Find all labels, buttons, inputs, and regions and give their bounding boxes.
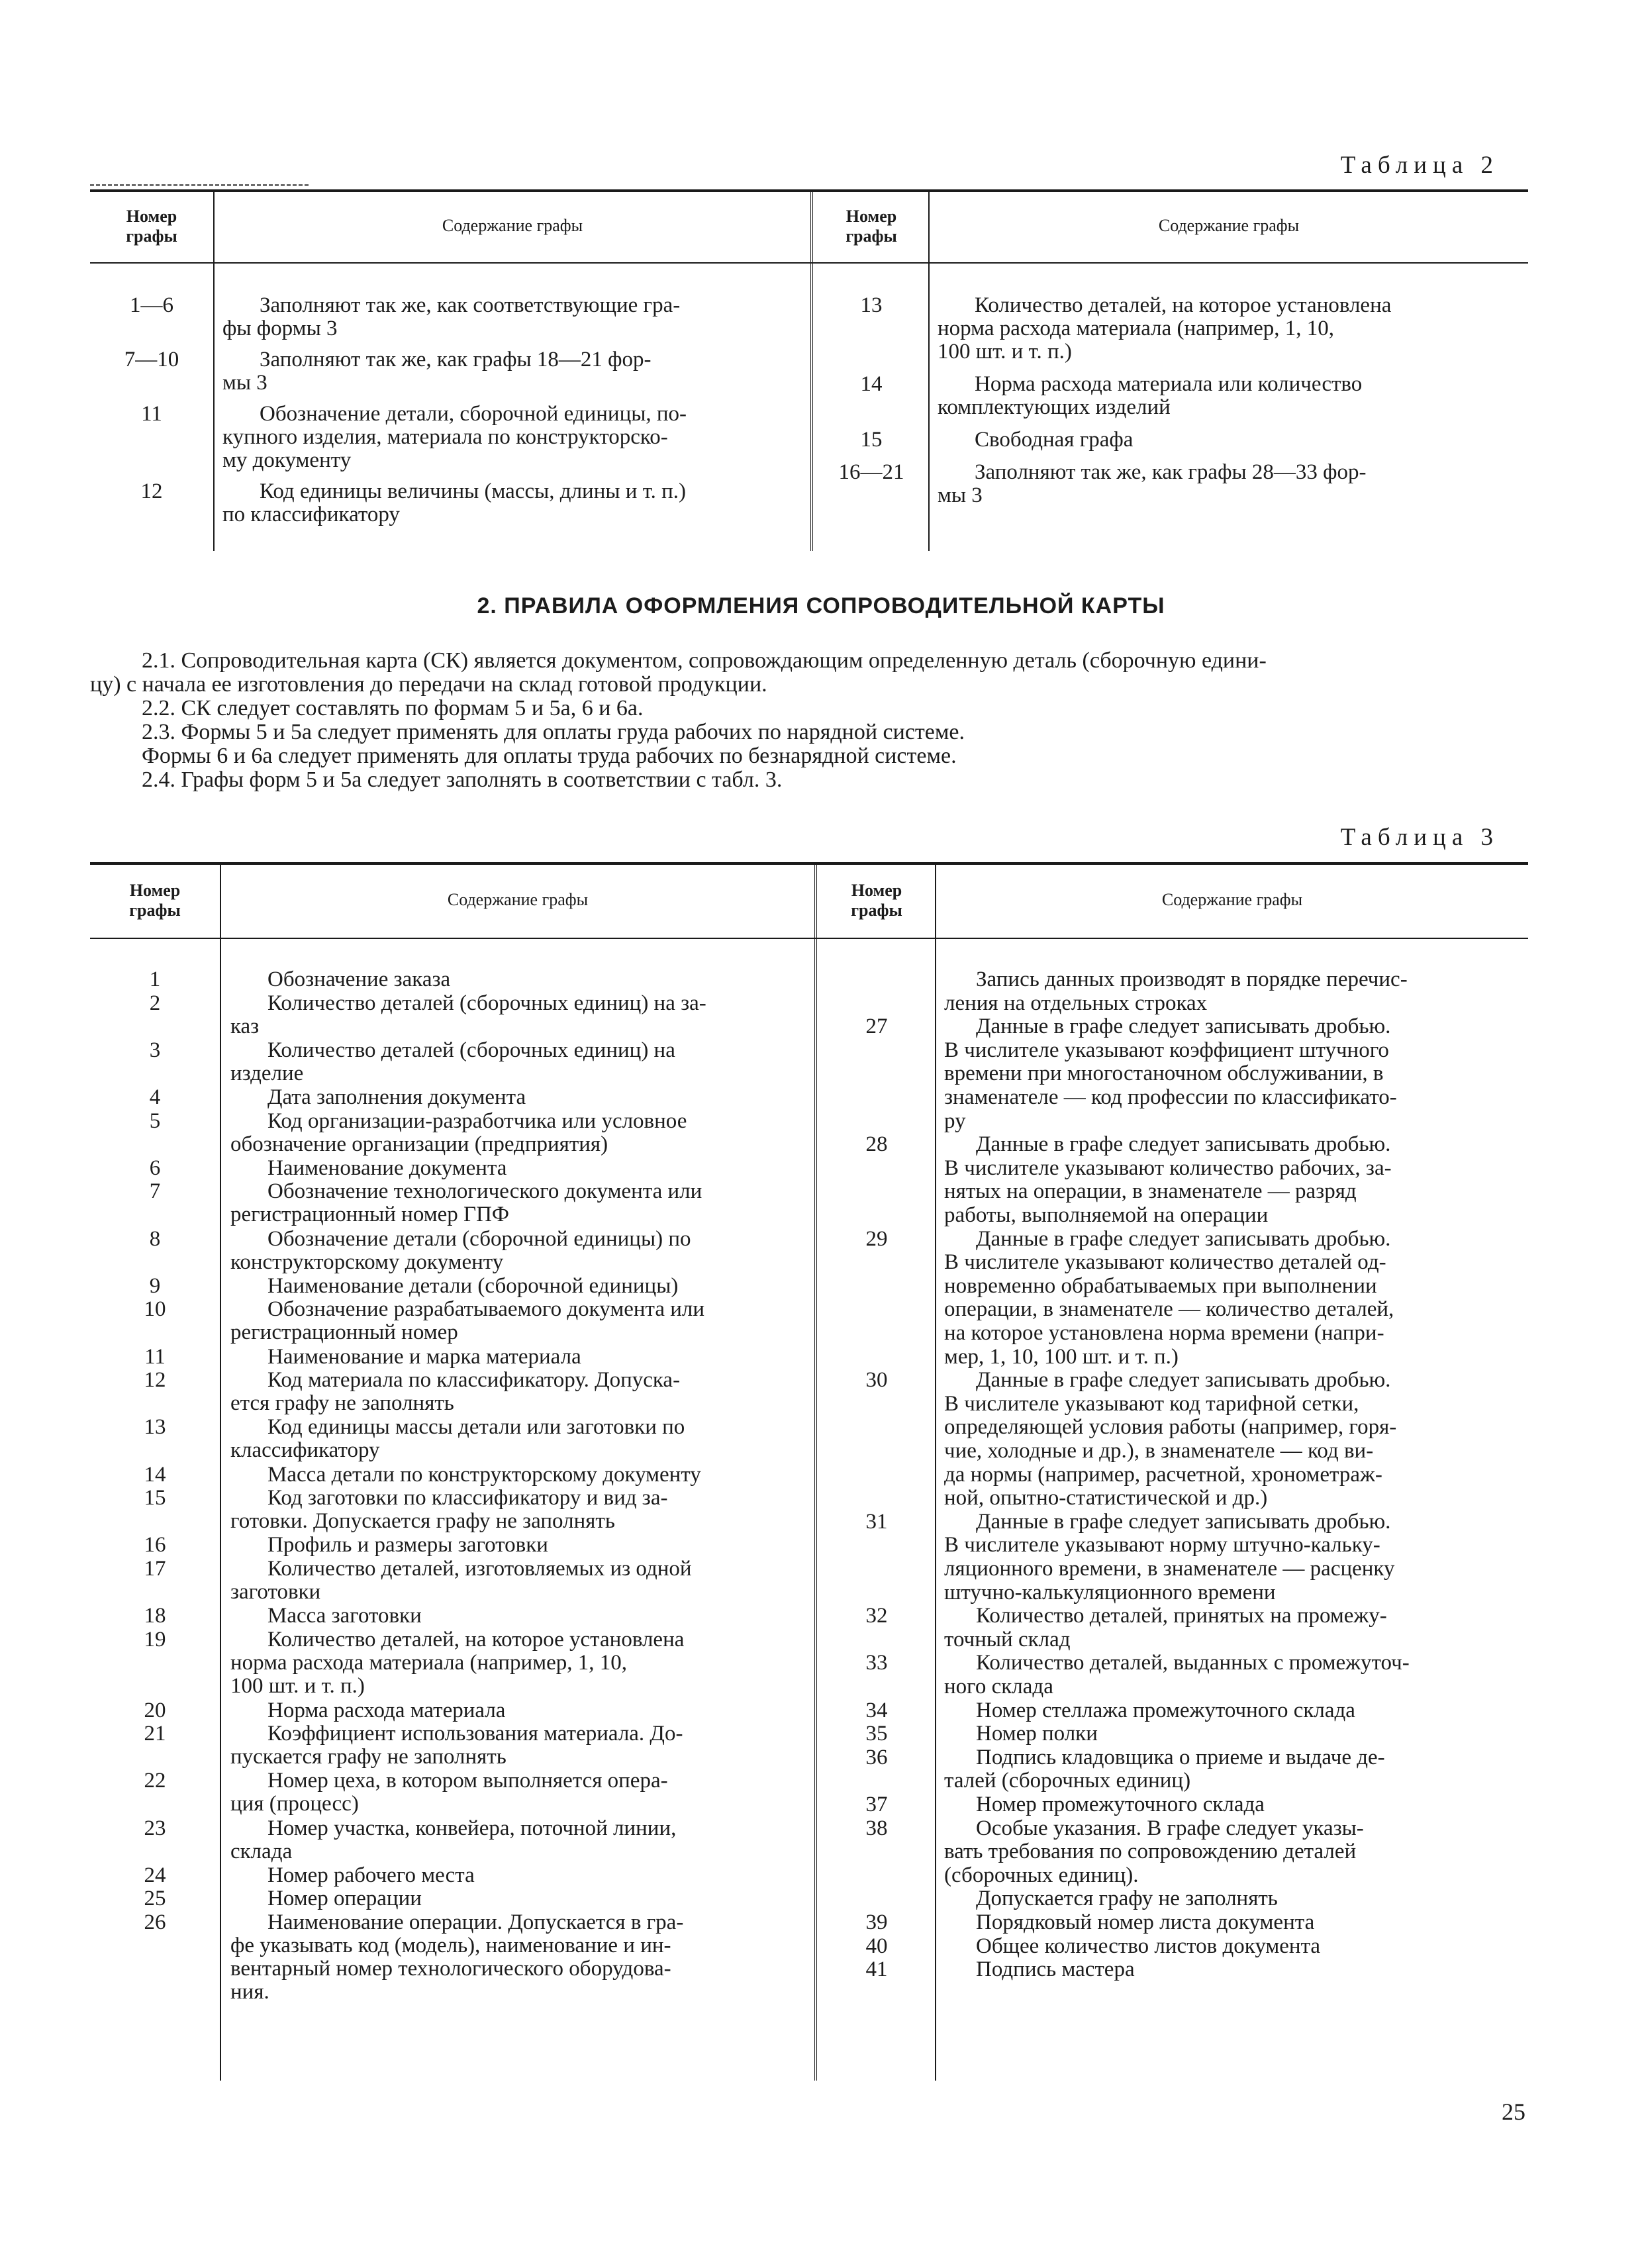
- table2-right-row-content: [938, 428, 1527, 452]
- table3-left-row-number: 1: [149, 967, 161, 991]
- table3-left-row-line: изделие: [230, 1061, 304, 1085]
- table3-right-row-line: штучно-калькуляционного времени: [944, 1581, 1276, 1604]
- table3-right-row-line: Подпись кладовщика о приеме и выдаче де-: [976, 1746, 1385, 1769]
- table3-left-row-line: Обозначение технологического документа или: [267, 1180, 702, 1204]
- table3-left-row-content: [230, 1722, 808, 1769]
- scan-artifact: [90, 184, 309, 186]
- table3-header-num-left: Номер графы: [129, 881, 181, 920]
- table3-right-row-line: Данные в графе следует записывать дробью.: [976, 1015, 1391, 1039]
- table3-right-row-number: 31: [865, 1509, 888, 1534]
- table2-left-row-number: 11: [141, 402, 162, 426]
- table3-left-row-line: каз: [230, 1014, 260, 1038]
- table3-left-row-line: Номер участка, конвейера, поточной линии,: [267, 1816, 677, 1840]
- table3-left-row-number: 7: [149, 1179, 161, 1204]
- table3-col-divider: [935, 863, 936, 2081]
- table3-left-row-line: Дата заполнения документа: [267, 1086, 526, 1109]
- section-paragraph-line: 2.3. Формы 5 и 5а следует применять для оплаты груда рабочих по нарядной системе.: [142, 720, 965, 744]
- table3-left-row-content: [230, 1769, 808, 1816]
- table2-left-row-number: 12: [140, 479, 163, 503]
- table3-right-row-number: 32: [865, 1604, 888, 1628]
- table3-left-row-number: 19: [144, 1627, 166, 1652]
- table3-right-row-line: операции, в знаменателе — количество деталей,: [944, 1298, 1394, 1322]
- table3-left-row-line: Обозначение заказа: [267, 968, 451, 991]
- section-paragraph-line: цу) с начала ее изготовления до передачи на склад готовой продукции.: [90, 672, 767, 697]
- table3-right-row-line: В числителе указывают количество деталей од-: [944, 1251, 1386, 1275]
- table3-left-row-line: регистрационный номер: [230, 1321, 458, 1345]
- table2-left-row-line: фы формы 3: [222, 317, 338, 340]
- table3-right-row-line: ного склада: [944, 1675, 1053, 1699]
- table3-right-row-number: 28: [865, 1132, 888, 1157]
- table3-right-row-line: чие, холодные и др.), в знаменателе — код ви-: [944, 1440, 1374, 1463]
- table3-left-row-content: [230, 1534, 808, 1557]
- table3-left-row-line: Обозначение разрабатываемого документа или: [267, 1298, 705, 1322]
- table2-left-row-line: по классификатору: [222, 503, 400, 526]
- table3-left-row-content: [230, 1416, 808, 1462]
- table2-right-row-line: Количество деталей, на которое установлена: [975, 294, 1392, 317]
- table3-left-row-line: Код единицы массы детали или заготовки по: [267, 1416, 685, 1440]
- table3-right-row-line: Количество деталей, принятых на промежу-: [976, 1604, 1387, 1628]
- table2-right-row-line: 100 шт. и т. п.): [938, 340, 1072, 364]
- table3-left-row-line: Наименование и марка материала: [267, 1345, 581, 1369]
- table2-right-row-number: 13: [860, 293, 883, 317]
- table3-left-row-content: [230, 1346, 808, 1369]
- table3-left-row-line: ция (процесс): [230, 1793, 359, 1816]
- table3-mid-divider: [814, 863, 820, 2081]
- table3-right-row-line: времени при многостаночном обслуживании, в: [944, 1062, 1384, 1086]
- table3-right-row-number: 39: [865, 1910, 888, 1934]
- page-number: 25: [1502, 2098, 1525, 2125]
- table3-right-row-line: ной, опытно-статистической и др.): [944, 1487, 1268, 1510]
- table3-right-row-line: Порядковый номер листа документа: [976, 1911, 1315, 1934]
- table2-left-row-line: мы 3: [222, 371, 267, 395]
- table3-left-row-content: [230, 1228, 808, 1274]
- table3-right-row-line: В числителе указывают код тарифной сетки,: [944, 1392, 1359, 1416]
- table3-left-row-content: [230, 1887, 808, 1910]
- table3-left-row-number: 20: [144, 1698, 166, 1722]
- table3-left-row-line: обозначение организации (предприятия): [230, 1132, 608, 1156]
- table3-right-row-line: талей (сборочных единиц): [944, 1769, 1191, 1793]
- table3-left-row-content: [230, 992, 808, 1038]
- table3-right-row-line: Общее количество листов документа: [976, 1934, 1321, 1958]
- table3-left-row-line: Норма расхода материала: [267, 1699, 506, 1722]
- table3-right-row-line: новременно обрабатываемых при выполнении: [944, 1274, 1377, 1298]
- table3-left-row-line: Наименование детали (сборочной единицы): [267, 1274, 679, 1298]
- table3-left-row-content: [230, 1487, 808, 1533]
- table3-left-row-content: [230, 1180, 808, 1226]
- table3-right-row-number: 34: [865, 1698, 888, 1722]
- table3-right-row-line: Номер стеллажа промежуточного склада: [976, 1699, 1355, 1722]
- table3-left-row-content: [230, 1699, 808, 1722]
- table3-left-row-line: регистрационный номер ГПФ: [230, 1203, 509, 1227]
- table2-col-divider: [213, 191, 215, 551]
- table3-left-row-content: [230, 1086, 808, 1109]
- table3-right-row-line: Номер промежуточного склада: [976, 1793, 1265, 1816]
- table3-right-row-number: 27: [865, 1014, 888, 1039]
- table3-left-row-content: [230, 1298, 808, 1344]
- table3-right-row-line: Количество деталей, выданных с промежуточ-: [976, 1652, 1410, 1675]
- table3-left-row-content: [230, 1039, 808, 1085]
- table3-left-row-line: готовки. Допускается графу не заполнять: [230, 1510, 615, 1534]
- table3-left-row-content: [230, 1604, 808, 1628]
- table3-left-row-line: Количество деталей, изготовляемых из одной: [267, 1557, 692, 1581]
- table3-left-row-number: 22: [144, 1769, 166, 1793]
- table2-right-row-number: 16—21: [838, 460, 904, 484]
- table3-right-row-line: Подпись мастера: [976, 1958, 1135, 1982]
- table3-right-row-number: 37: [865, 1793, 888, 1816]
- table3-right-row-line: Запись данных производят в порядке перечис-: [976, 968, 1408, 991]
- table3-left-row-line: норма расхода материала (например, 1, 10,: [230, 1651, 627, 1675]
- table2-right-row-content: [938, 461, 1527, 507]
- table3-left-row-line: пускается графу не заполнять: [230, 1746, 507, 1769]
- table3-header-num-right: Номер графы: [851, 881, 902, 920]
- table2-right-row-number: 14: [860, 372, 883, 396]
- table3-right-row-number: 40: [865, 1934, 888, 1958]
- table3-right-row-line: В числителе указывают количество рабочих, за-: [944, 1156, 1392, 1180]
- table3-right-row-line: Данные в графе следует записывать дробью.: [976, 1510, 1391, 1534]
- table2-left-row-line: Заполняют так же, как соответствующие гра-: [260, 294, 681, 317]
- table3-left-row-number: 25: [144, 1887, 166, 1911]
- table3-left-row-line: Количество деталей (сборочных единиц) на за-: [267, 991, 706, 1015]
- section-paragraph-line: Формы 6 и 6а следует применять для оплаты труда рабочих по безнарядной системе.: [142, 744, 957, 768]
- table3-left-row-number: 24: [144, 1863, 166, 1887]
- table2-left-row-number: 7—10: [124, 348, 179, 371]
- table3-left-row-content: [230, 1864, 808, 1887]
- table2-left-row-content: [222, 480, 805, 526]
- table3-top-rule: [90, 862, 1528, 865]
- section-title: 2. ПРАВИЛА ОФОРМЛЕНИЯ СОПРОВОДИТЕЛЬНОЙ КАРТЫ: [477, 593, 1165, 618]
- table3-left-row-number: 9: [149, 1273, 161, 1298]
- table2: [90, 189, 1528, 551]
- table3-left-row-line: вентарный номер технологического оборудова-: [230, 1957, 671, 1981]
- table2-right-row-content: [938, 294, 1527, 364]
- table2-left-row-content: [222, 348, 805, 395]
- table3-right-row-line: ления на отдельных строках: [944, 991, 1208, 1015]
- table3-left-row-number: 8: [149, 1226, 161, 1251]
- table3-left-row-line: конструкторскому документу: [230, 1250, 504, 1274]
- table3-left-row-line: Обозначение детали (сборочной единицы) по: [267, 1227, 691, 1251]
- table3-right-row-number: 35: [865, 1722, 888, 1746]
- table3-left-row-number: 11: [144, 1344, 166, 1369]
- table3-right-row-line: ру: [944, 1109, 966, 1133]
- section-paragraph-line: 2.2. СК следует составлять по формам 5 и 5а, 6 и 6а.: [142, 696, 644, 720]
- table3-left-row-line: Код материала по классификатору. Допуска-: [267, 1369, 681, 1393]
- table3-left-row-number: 18: [144, 1604, 166, 1628]
- section-body: [90, 649, 1533, 792]
- table3-right-row-number: 41: [865, 1957, 888, 1982]
- table3-left-row-line: Код организации-разработчика или условное: [267, 1109, 687, 1133]
- table3-right-row-number: 33: [865, 1651, 888, 1675]
- table3-left-row-number: 4: [149, 1085, 161, 1109]
- table3-left-row-line: Номер рабочего места: [267, 1863, 475, 1887]
- table3-right-row-number: 29: [865, 1226, 888, 1251]
- table2-header-num-right: Номер графы: [845, 207, 897, 246]
- table3-left-row-number: 14: [144, 1462, 166, 1487]
- table3-left-row-number: 6: [149, 1156, 161, 1180]
- table3-left-row-content: [230, 1275, 808, 1298]
- table2-header-rule: [90, 262, 1528, 264]
- table3-col-divider: [220, 863, 221, 2081]
- table3-right-row-line: мер, 1, 10, 100 шт. и т. п.): [944, 1345, 1179, 1369]
- table3-left-row-number: 17: [144, 1557, 166, 1581]
- table2-left-row-number: 1—6: [130, 293, 173, 317]
- table3-right-row-line: работы, выполняемой на операции: [944, 1204, 1269, 1227]
- table3-left-row-line: Масса заготовки: [267, 1604, 422, 1628]
- table3-left-row-number: 12: [144, 1368, 166, 1393]
- table3-right-row-line: В числителе указывают коэффициент штучного: [944, 1038, 1389, 1062]
- table3-left-row-number: 5: [149, 1109, 161, 1133]
- table2-caption: Таблица 2: [1340, 152, 1499, 179]
- table3-left-row-line: Наименование операции. Допускается в гра-: [267, 1911, 684, 1934]
- table2-right-row-line: норма расхода материала (например, 1, 10,: [938, 317, 1334, 340]
- table2-left-row-content: [222, 294, 805, 340]
- table3-right-row-line: да нормы (например, расчетной, хронометраж-: [944, 1463, 1382, 1487]
- table3-left-row-line: Наименование документа: [267, 1156, 507, 1180]
- table3-left-row-content: [230, 1369, 808, 1415]
- table3-right-row-line: на которое установлена норма времени (напри-: [944, 1322, 1384, 1345]
- table2-col-divider: [928, 191, 930, 551]
- table3-left-row-line: Номер операции: [267, 1887, 422, 1911]
- table2-top-rule: [90, 189, 1528, 192]
- table3-left-row-number: 3: [149, 1038, 161, 1062]
- table2-right-row-line: Заполняют так же, как графы 28—33 фор-: [975, 461, 1367, 484]
- table3-left-row-line: 100 шт. и т. п.): [230, 1674, 365, 1698]
- table3-left-row-line: Количество деталей (сборочных единиц) на: [267, 1038, 675, 1062]
- table2-header-content-right: Содержание графы: [1158, 216, 1300, 235]
- table3-left-row-line: ния.: [230, 1981, 269, 2004]
- table3-left-row-line: Масса детали по конструкторскому документу: [267, 1463, 701, 1487]
- table3-right-row-line: Данные в графе следует записывать дробью.: [976, 1369, 1391, 1393]
- table3-header-rule: [90, 938, 1528, 939]
- table3-left-row-line: Количество деталей, на которое установлена: [267, 1628, 685, 1652]
- table3-left-row-content: [230, 1157, 808, 1180]
- table3-left-row-number: 15: [144, 1486, 166, 1510]
- table3-caption: Таблица 3: [1340, 824, 1499, 851]
- table3-left-row-line: ется графу не заполнять: [230, 1392, 454, 1416]
- table3-left-row-line: классификатору: [230, 1439, 380, 1463]
- table3-left-row-number: 10: [144, 1297, 166, 1322]
- table3-right-row-line: Данные в графе следует записывать дробью.: [976, 1133, 1391, 1157]
- table3-left-row-content: [230, 1911, 808, 2004]
- table3-header-content-right: Содержание графы: [1161, 890, 1303, 909]
- section-paragraph-line: 2.4. Графы форм 5 и 5а следует заполнять в соответствии с табл. 3.: [142, 767, 783, 792]
- table2-left-row-line: Код единицы величины (массы, длины и т. п.): [260, 480, 687, 503]
- table3-left-row-number: 2: [149, 991, 161, 1015]
- section-paragraph-line: 2.1. Сопроводительная карта (СК) является документом, сопровождающим определенную деталь (сборочную едини-: [142, 648, 1267, 673]
- table3-left-row-content: [230, 1817, 808, 1863]
- table2-right-row-line: Свободная графа: [975, 428, 1134, 452]
- table3-right-row-line: Данные в графе следует записывать дробью.: [976, 1227, 1391, 1251]
- table2-right-row-content: [938, 373, 1527, 419]
- table3-right-row-line: точный склад: [944, 1628, 1071, 1652]
- table3-left-row-line: Коэффициент использования материала. До-: [267, 1722, 683, 1746]
- table3-right-row-line: Номер полки: [976, 1722, 1098, 1746]
- table2-header-num-left: Номер графы: [126, 207, 177, 246]
- table3-left-row-content: [230, 1110, 808, 1156]
- table2-right-row-line: Норма расхода материала или количество: [975, 373, 1363, 396]
- table2-right-row-number: 15: [860, 428, 883, 452]
- table3-right-row-line: Особые указания. В графе следует указы-: [976, 1816, 1364, 1840]
- table3-right-row-line: Допускается графу не заполнять: [976, 1887, 1278, 1911]
- table3-right-row-line: В числителе указывают норму штучно-кальку-: [944, 1534, 1380, 1557]
- table3-right-row-number: 38: [865, 1816, 888, 1840]
- table3-right-row-number: 36: [865, 1745, 888, 1769]
- table2-left-row-content: [222, 403, 805, 472]
- table2-left-row-line: Обозначение детали, сборочной единицы, по-: [260, 403, 687, 426]
- table3-left-row-line: Профиль и размеры заготовки: [267, 1534, 548, 1557]
- table3-right-row-number: 30: [865, 1368, 888, 1393]
- table3-left-row-content: [230, 1463, 808, 1487]
- table3-right-row-line: нятых на операции, в знаменателе — разряд: [944, 1180, 1357, 1204]
- table3-right-row-line: знаменателе — код профессии по классификато-: [944, 1086, 1397, 1109]
- table3-left-row-number: 21: [144, 1722, 166, 1746]
- table2-header-content-left: Содержание графы: [442, 216, 583, 235]
- table3-header-content-left: Содержание графы: [447, 890, 589, 909]
- table2-left-row-line: Заполняют так же, как графы 18—21 фор-: [260, 348, 652, 371]
- table3-left-row-line: Код заготовки по классификатору и вид за-: [267, 1487, 668, 1510]
- table3-left-row-content: [230, 1557, 808, 1604]
- table3-left-row-line: заготовки: [230, 1581, 321, 1604]
- table3-left-row-number: 16: [144, 1533, 166, 1557]
- table3-left-row-number: 26: [144, 1910, 166, 1934]
- table3: [90, 862, 1528, 2081]
- table2-right-row-line: мы 3: [938, 484, 983, 507]
- table3-left-row-content: [230, 1628, 808, 1698]
- table3-left-row-number: 13: [144, 1415, 166, 1440]
- table3-right-row-line: (сборочных единиц).: [944, 1863, 1139, 1887]
- table3-left-row-content: [230, 968, 808, 991]
- table3-left-row-number: 23: [144, 1816, 166, 1840]
- table2-right-row-line: комплектующих изделий: [938, 396, 1171, 419]
- table3-left-row-line: склада: [230, 1840, 293, 1863]
- table3-left-row-line: Номер цеха, в котором выполняется опера-: [267, 1769, 668, 1793]
- table2-left-row-line: му документу: [222, 449, 352, 472]
- table3-right-row-line: ляционного времени, в знаменателе — расценку: [944, 1557, 1395, 1581]
- table3-right-row-line: вать требования по сопровождению деталей: [944, 1840, 1357, 1864]
- table2-left-row-line: купного изделия, материала по конструкторско-: [222, 426, 668, 449]
- table3-right-row-line: определяющей условия работы (например, горя-: [944, 1416, 1397, 1440]
- table3-left-row-line: фе указывать код (модель), наименование и ин-: [230, 1934, 671, 1957]
